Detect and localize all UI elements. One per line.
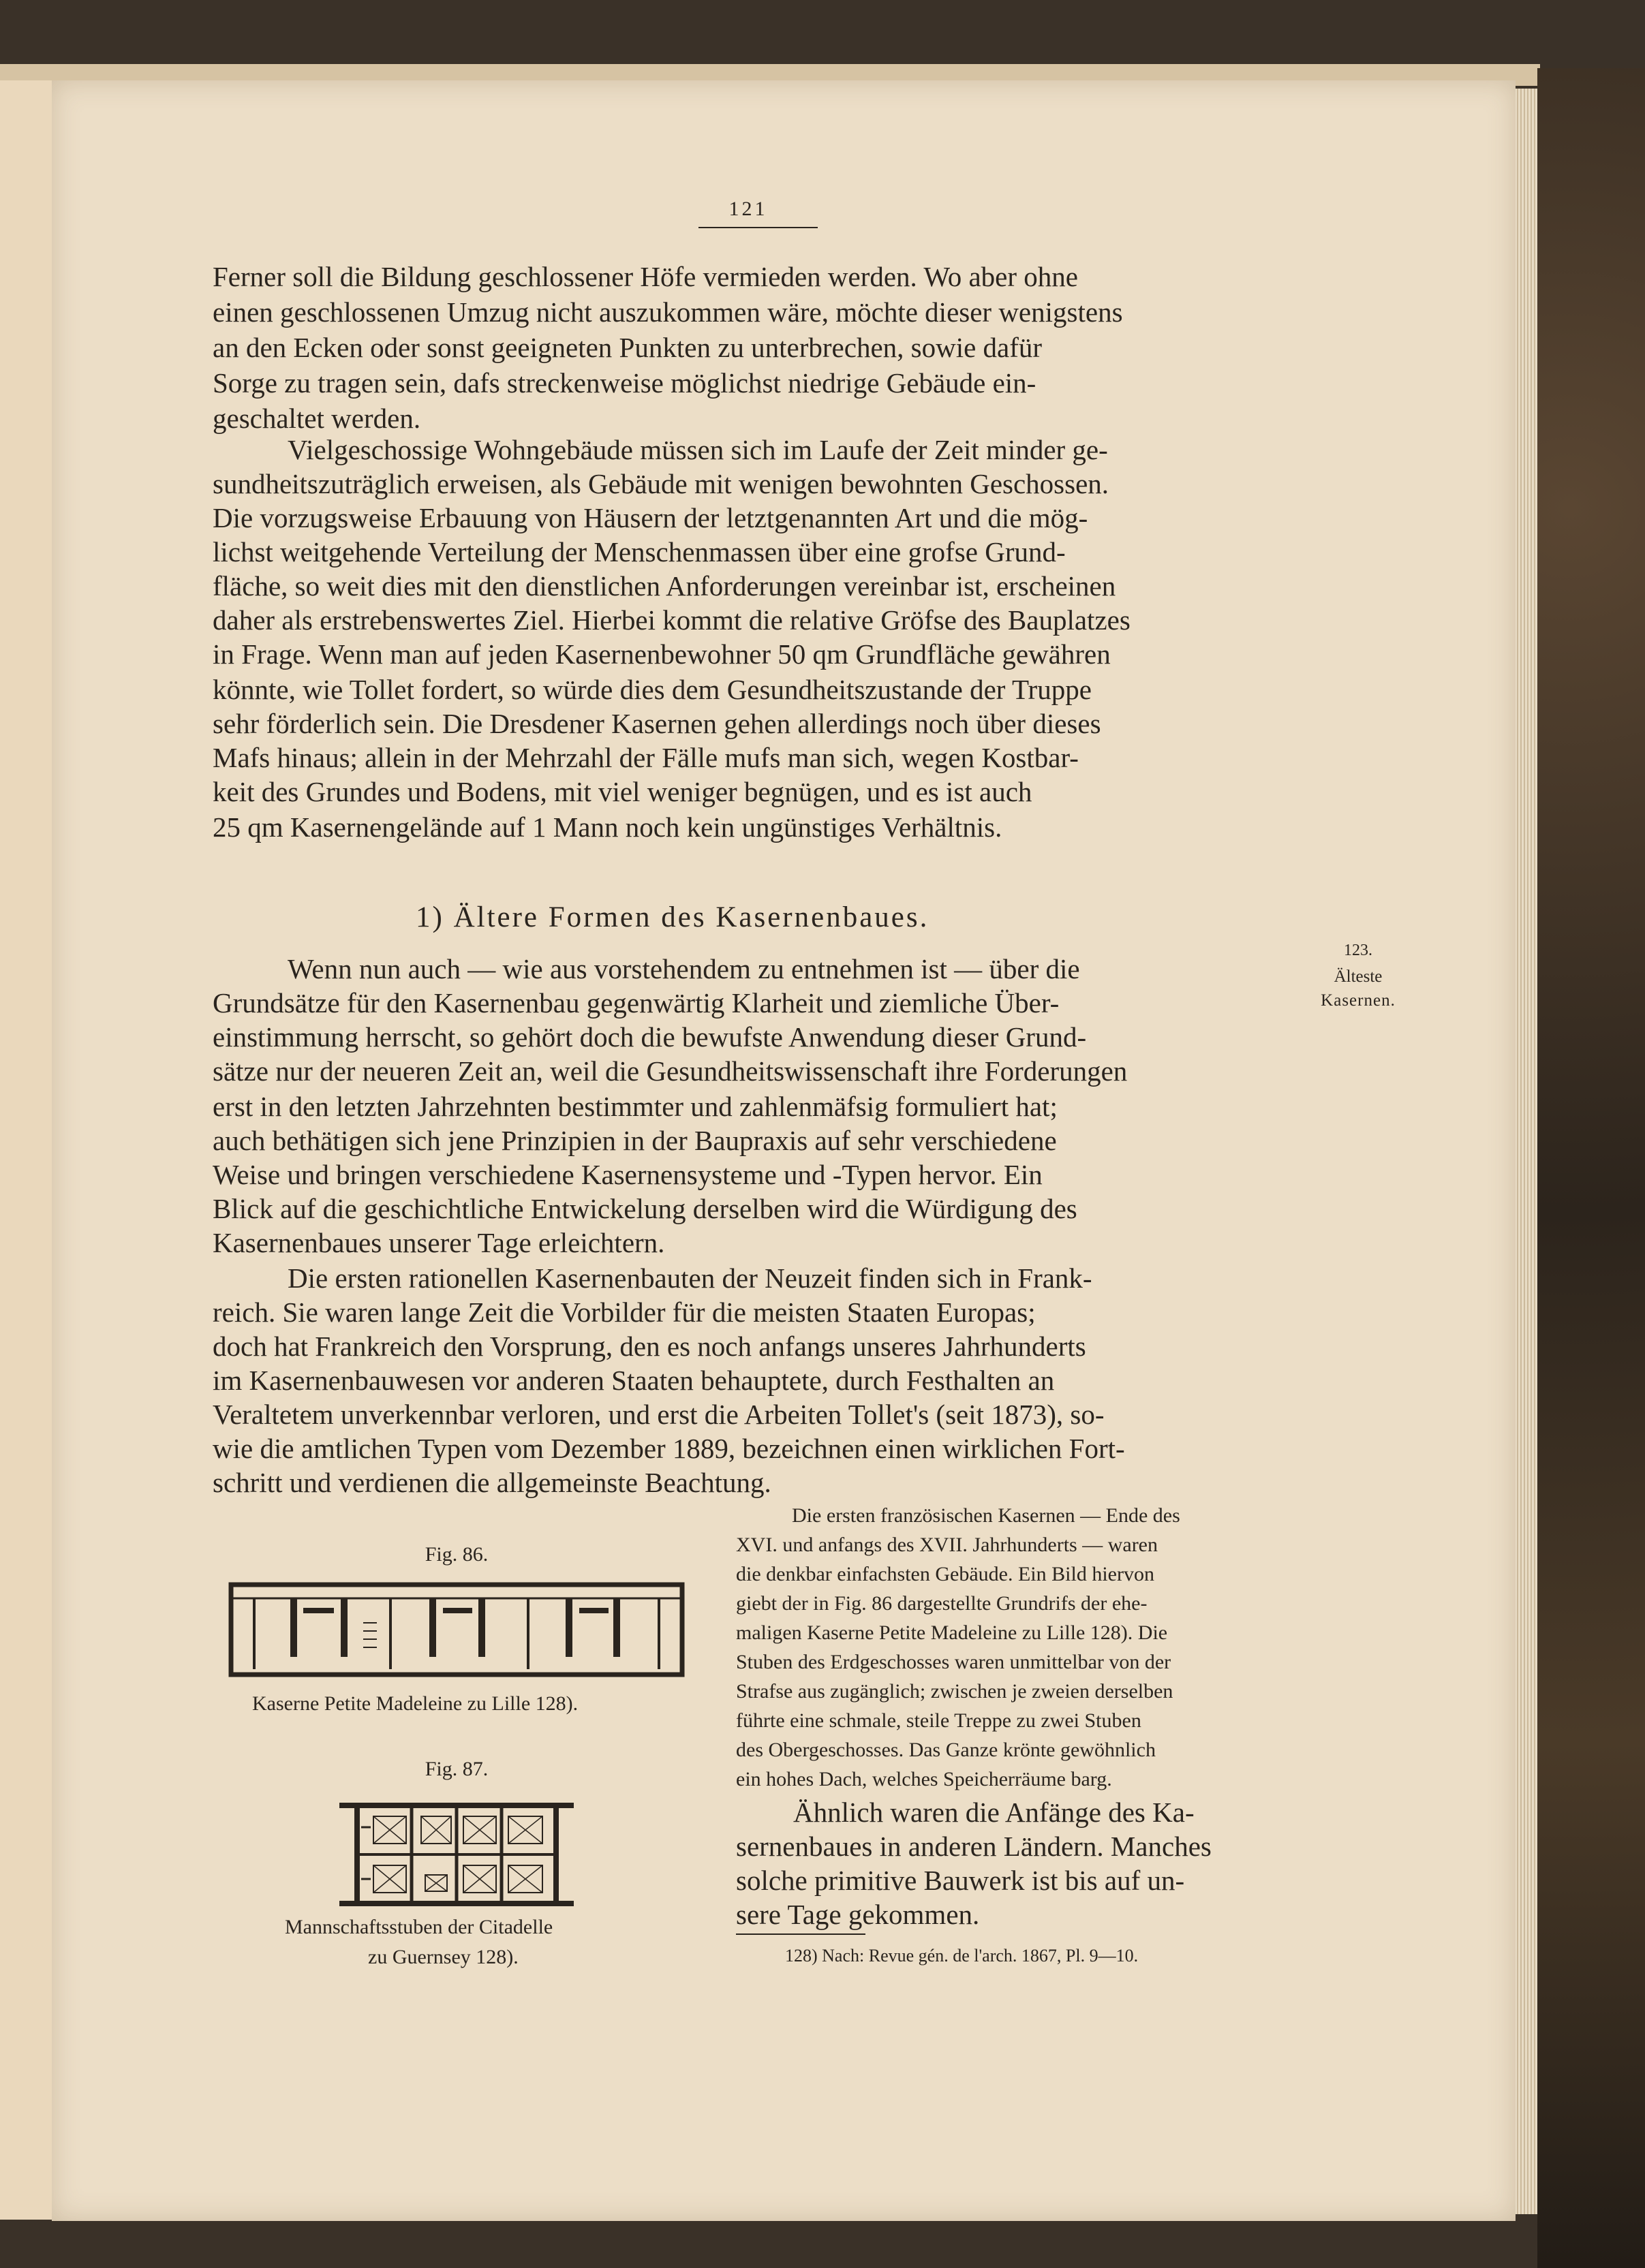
- text-line: führte eine schmale, steile Treppe zu zwei Stuben: [736, 1709, 1141, 1732]
- text-line: ein hohes Dach, welches Speicherräume barg.: [736, 1768, 1112, 1790]
- page-number: 121: [728, 198, 768, 220]
- text-line: erst in den letzten Jahrzehnten bestimmter und zahlenmäfsig formuliert hat;: [213, 1091, 1058, 1122]
- figure-label: Fig. 87.: [425, 1758, 489, 1780]
- text-line: daher als erstrebenswertes Ziel. Hierbei kommt die relative Gröfse des Bauplatzes: [213, 604, 1131, 636]
- text-line: Blick auf die geschichtliche Entwickelung derselben wird die Würdigung des: [213, 1193, 1077, 1224]
- text-line: Strafse aus zugänglich; zwischen je zweien derselben: [736, 1680, 1173, 1703]
- figure-label: Fig. 86.: [425, 1543, 489, 1566]
- text-line: reich. Sie waren lange Zeit die Vorbilder für die meisten Staaten Europas;: [213, 1296, 1036, 1328]
- text-line: die denkbar einfachsten Gebäude. Ein Bild hiervon: [736, 1563, 1154, 1585]
- page-number-rule: [698, 227, 818, 228]
- text-line: wie die amtlichen Typen vom Dezember 1889, bezeichnen einen wirklichen Fort-: [213, 1433, 1125, 1464]
- text-line: Die vorzugsweise Erbauung von Häusern der letztgenannten Art und die mög-: [213, 502, 1088, 533]
- text-line: an den Ecken oder sonst geeigneten Punkten zu unterbrechen, sowie dafür: [213, 332, 1043, 363]
- text-line: einen geschlossenen Umzug nicht auszukommen wäre, möchte dieser wenigstens: [213, 296, 1123, 328]
- text-line: solche primitive Bauwerk ist bis auf un-: [736, 1865, 1185, 1896]
- text-line: sundheitszuträglich erweisen, als Gebäude mit wenigen bewohnten Geschossen.: [213, 468, 1109, 499]
- text-line: XVI. und anfangs des XVII. Jahrhunderts — waren: [736, 1534, 1158, 1556]
- text-line: auch bethätigen sich jene Prinzipien in der Baupraxis auf sehr verschiedene: [213, 1125, 1057, 1156]
- margin-note-line: Kasernen.: [1321, 991, 1396, 1010]
- text-line: Sorge zu tragen sein, dafs streckenweise möglichst niedrige Gebäude ein-: [213, 367, 1036, 399]
- text-line: Die ersten rationellen Kasernenbauten der Neuzeit finden sich in Frank-: [288, 1262, 1092, 1294]
- book-cover: [1537, 68, 1645, 2268]
- text-line: doch hat Frankreich den Vorsprung, den es noch anfangs unseres Jahrhunderts: [213, 1331, 1086, 1362]
- text-line: Wenn nun auch — wie aus vorstehendem zu entnehmen ist — über die: [288, 953, 1080, 984]
- footnote-rule: [736, 1933, 865, 1935]
- margin-note-number: 123.: [1344, 942, 1372, 959]
- text-line: maligen Kaserne Petite Madeleine zu Lille 128). Die: [736, 1621, 1168, 1644]
- text-line: Ferner soll die Bildung geschlossener Höfe vermieden werden. Wo aber ohne: [213, 261, 1078, 292]
- text-line: Veraltetem unverkennbar verloren, und erst die Arbeiten Tollet's (seit 1873), so-: [213, 1399, 1105, 1430]
- text-line: keit des Grundes und Bodens, mit viel weniger begnügen, und es ist auch: [213, 776, 1032, 807]
- text-line: sere Tage gekommen.: [736, 1899, 980, 1930]
- text-line: sehr förderlich sein. Die Dresdener Kasernen gehen allerdings noch über dieses: [213, 708, 1101, 739]
- margin-note-line: Älteste: [1334, 967, 1383, 986]
- text-line: Grundsätze für den Kasernenbau gegenwärtig Klarheit und ziemliche Über-: [213, 987, 1060, 1019]
- text-line: Stuben des Erdgeschosses waren unmittelbar von der: [736, 1651, 1171, 1673]
- text-line: 25 qm Kasernengelände auf 1 Mann noch kein ungünstiges Verhältnis.: [213, 811, 1002, 843]
- section-heading: 1) Ältere Formen des Kasernenbaues.: [416, 901, 929, 933]
- text-line: Vielgeschossige Wohngebäude müssen sich im Laufe der Zeit minder ge-: [288, 434, 1108, 465]
- text-line: schritt und verdienen die allgemeinste Beachtung.: [213, 1467, 771, 1498]
- text-line: geschaltet werden.: [213, 403, 421, 434]
- text-line: einstimmung herrscht, so gehört doch die bewufste Anwendung dieser Grund-: [213, 1021, 1087, 1053]
- text-line: sernenbaues in anderen Ländern. Manches: [736, 1831, 1212, 1862]
- figure-caption: zu Guernsey 128).: [368, 1946, 519, 1968]
- text-line: im Kasernenbauwesen vor anderen Staaten behauptete, durch Festhalten an: [213, 1365, 1055, 1396]
- text-line: Ähnlich waren die Anfänge des Ka-: [793, 1797, 1195, 1828]
- figure-86-plan: [228, 1582, 685, 1677]
- text-line: könnte, wie Tollet fordert, so würde dies dem Gesundheitszustande der Truppe: [213, 674, 1092, 705]
- text-line: Weise und bringen verschiedene Kasernensysteme und -Typen hervor. Ein: [213, 1159, 1043, 1190]
- text-line: giebt der in Fig. 86 dargestellte Grundrifs der ehe-: [736, 1592, 1148, 1615]
- facing-page-edge: [0, 80, 54, 2220]
- text-line: Mafs hinaus; allein in der Mehrzahl der Fälle mufs man sich, wegen Kostbar-: [213, 742, 1079, 773]
- text-line: sätze nur der neueren Zeit an, weil die Gesundheitswissenschaft ihre Forderungen: [213, 1055, 1128, 1087]
- text-line: Kasernenbaues unserer Tage erleichtern.: [213, 1227, 665, 1258]
- text-line: fläche, so weit dies mit den dienstlichen Anforderungen vereinbar ist, erscheinen: [213, 570, 1116, 602]
- text-line: lichst weitgehende Verteilung der Menschenmassen über eine grofse Grund-: [213, 536, 1066, 568]
- figure-caption: Kaserne Petite Madeleine zu Lille 128).: [252, 1692, 579, 1715]
- text-line: des Obergeschosses. Das Ganze krönte gewöhnlich: [736, 1739, 1156, 1761]
- footnote: 128) Nach: Revue gén. de l'arch. 1867, Pl. 9—10.: [785, 1946, 1139, 1966]
- figure-caption: Mannschaftsstuben der Citadelle: [285, 1916, 553, 1938]
- text-line: Die ersten französischen Kasernen — Ende des: [792, 1504, 1180, 1527]
- text-line: in Frage. Wenn man auf jeden Kasernenbewohner 50 qm Grundfläche gewähren: [213, 638, 1111, 670]
- figure-87-plan: [337, 1800, 576, 1909]
